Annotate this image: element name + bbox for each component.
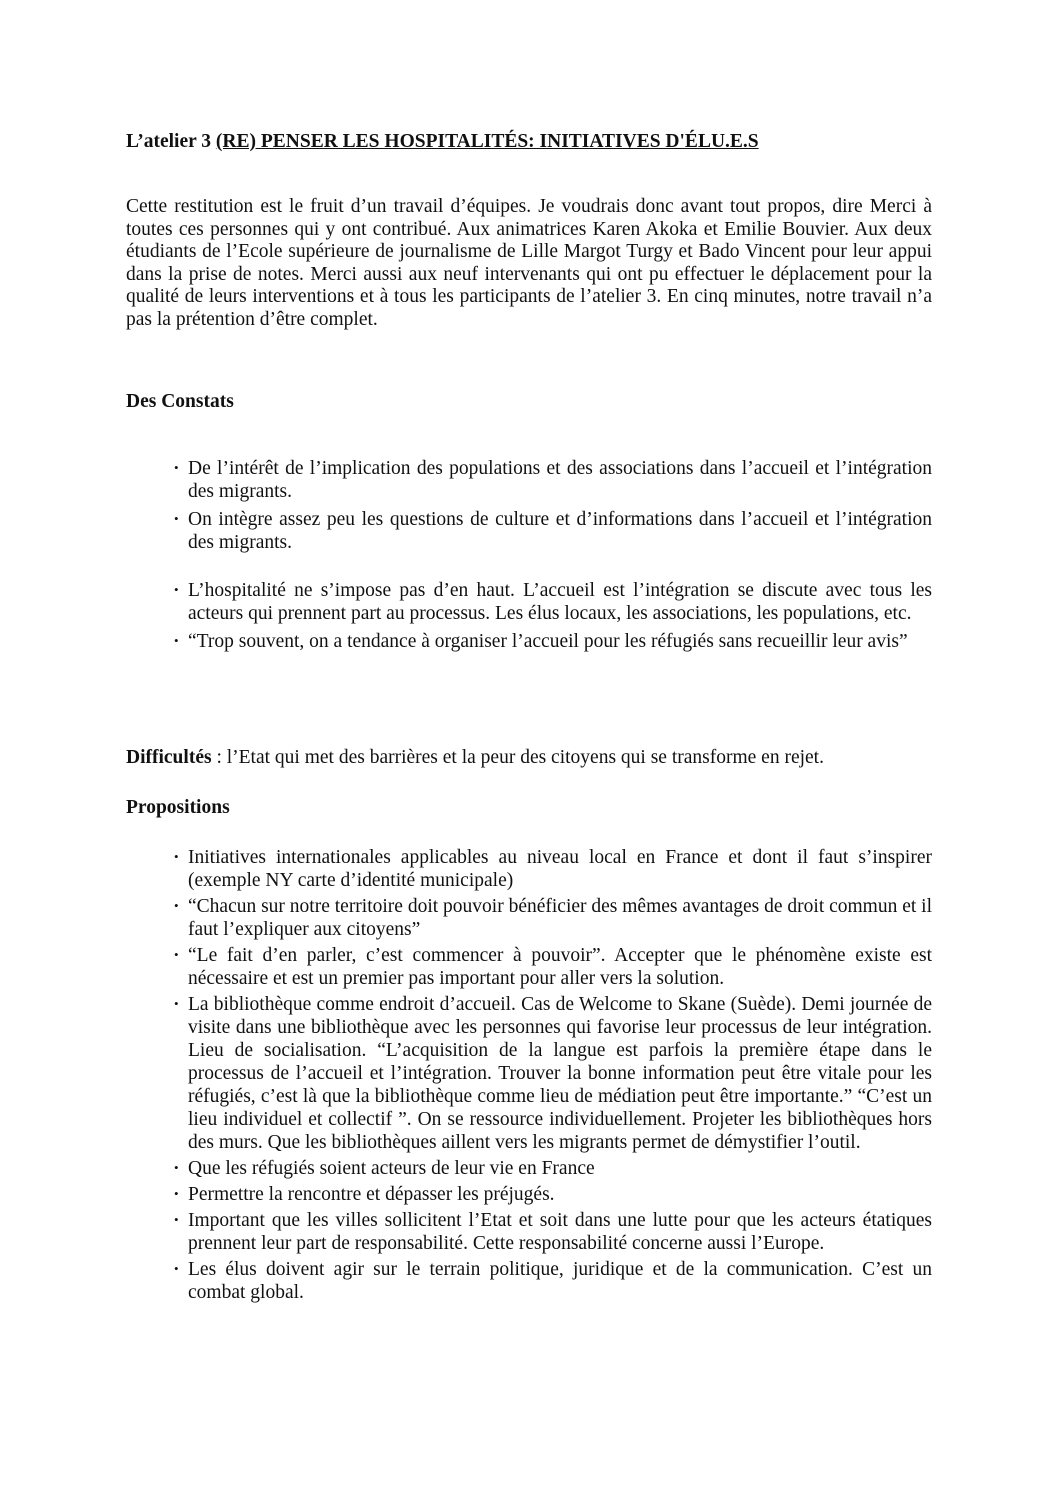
- bullet-icon: •: [174, 511, 179, 526]
- constats-list-2: [174, 578, 932, 653]
- list-item: • “Trop souvent, on a tendance à organiser l’accueil pour les réfugiés sans recueillir leur avis”: [174, 631, 908, 652]
- document-title: [126, 130, 759, 154]
- list-item: • La bibliothèque comme endroit d’accueil. Cas de Welcome to Skane (Suède). Demi journée de visite dans une bibliothèque avec les personnes qui favorise leur processus de leur intégration. Lieu de socialisation. “L’acquisition de la langue est parfois la première étape dans le processus de l’accueil et l’intégration. Trouver la bonne information peut être vitale pour les réfugiés, c’est là que la bibliothèque comme lieu de médiation peut être importante.” “C’est un lieu individuel et collectif ”. On se ressource individuellement. Projeter les bibliothèques hors des murs. Que les bibliothèques aillent vers les migrants permet de démystifier l’outil.: [174, 994, 932, 1153]
- bullet-icon: •: [174, 582, 179, 597]
- title-underlined: (RE) PENSER LES HOSPITALITÉS: INITIATIVES D'ÉLU.E.S: [215, 131, 759, 152]
- bullet-icon: •: [174, 1261, 179, 1276]
- list-item: • L’hospitalité ne s’impose pas d’en haut. L’accueil est l’intégration se discute avec tous les acteurs qui prennent part au processus. Les élus locaux, les associations, les populations, etc.: [174, 580, 932, 624]
- difficultes-label: Difficultés: [126, 747, 212, 768]
- list-item: • “Chacun sur notre territoire doit pouvoir bénéficier des mêmes avantages de droit commun et il faut l’expliquer aux citoyens”: [174, 896, 933, 940]
- section-heading-constats: Des Constats: [126, 391, 234, 412]
- constats-list-1: [174, 456, 932, 554]
- list-item: • Que les réfugiés soient acteurs de leur vie en France: [174, 1158, 595, 1179]
- section-heading-propositions: Propositions: [126, 797, 230, 818]
- list-item: • Initiatives internationales applicables au niveau local en France et dont il faut s’inspirer (exemple NY carte d’identité municipale): [174, 847, 932, 891]
- title-prefix: L’atelier 3: [126, 131, 216, 152]
- list-item: • On intègre assez peu les questions de culture et d’informations dans l’accueil et l’intégration des migrants.: [174, 509, 932, 553]
- list-item: • Important que les villes sollicitent l’Etat et soit dans une lutte pour que les acteurs étatiques prennent leur part de responsabilité. Cette responsabilité concerne aussi l’Europe.: [174, 1210, 932, 1254]
- bullet-icon: •: [174, 849, 179, 864]
- bullet-icon: •: [174, 996, 179, 1011]
- bullet-icon: •: [174, 1212, 179, 1227]
- bullet-icon: •: [174, 460, 179, 475]
- list-item: • “Le fait d’en parler, c’est commencer à pouvoir”. Accepter que le phénomène existe est nécessaire et est un premier pas important pour aller vers la solution.: [174, 945, 932, 989]
- list-item: • Les élus doivent agir sur le terrain politique, juridique et de la communication. C’est un combat global.: [174, 1259, 932, 1303]
- bullet-icon: •: [174, 898, 179, 913]
- bullet-icon: •: [174, 633, 179, 648]
- bullet-icon: •: [174, 947, 179, 962]
- difficultes-line: [126, 746, 824, 770]
- bullet-icon: •: [174, 1160, 179, 1175]
- bullet-icon: •: [174, 1186, 179, 1201]
- propositions-list: [174, 845, 932, 1304]
- difficultes-text: : l’Etat qui met des barrières et la peur des citoyens qui se transforme en rejet.: [211, 747, 824, 768]
- list-item: • De l’intérêt de l’implication des populations et des associations dans l’accueil et l’intégration des migrants.: [174, 458, 932, 502]
- list-item: • Permettre la rencontre et dépasser les préjugés.: [174, 1184, 555, 1205]
- intro-paragraph: Cette restitution est le fruit d’un travail d’équipes. Je voudrais donc avant tout propos, dire Merci à toutes ces personnes qui y ont contribué. Aux animatrices Karen Akoka et Emilie Bouvier. Aux deux étudiants de l’Ecole supérieure de journalisme de Lille Margot Turgy et Bado Vincent pour leur appui dans la prise de notes. Merci aussi aux neuf intervenants qui ont pu effectuer le déplacement pour la qualité de leurs interventions et à tous les participants de l’atelier 3. En cinq minutes, notre travail n’a pas la prétention d’être complet.: [126, 196, 932, 330]
